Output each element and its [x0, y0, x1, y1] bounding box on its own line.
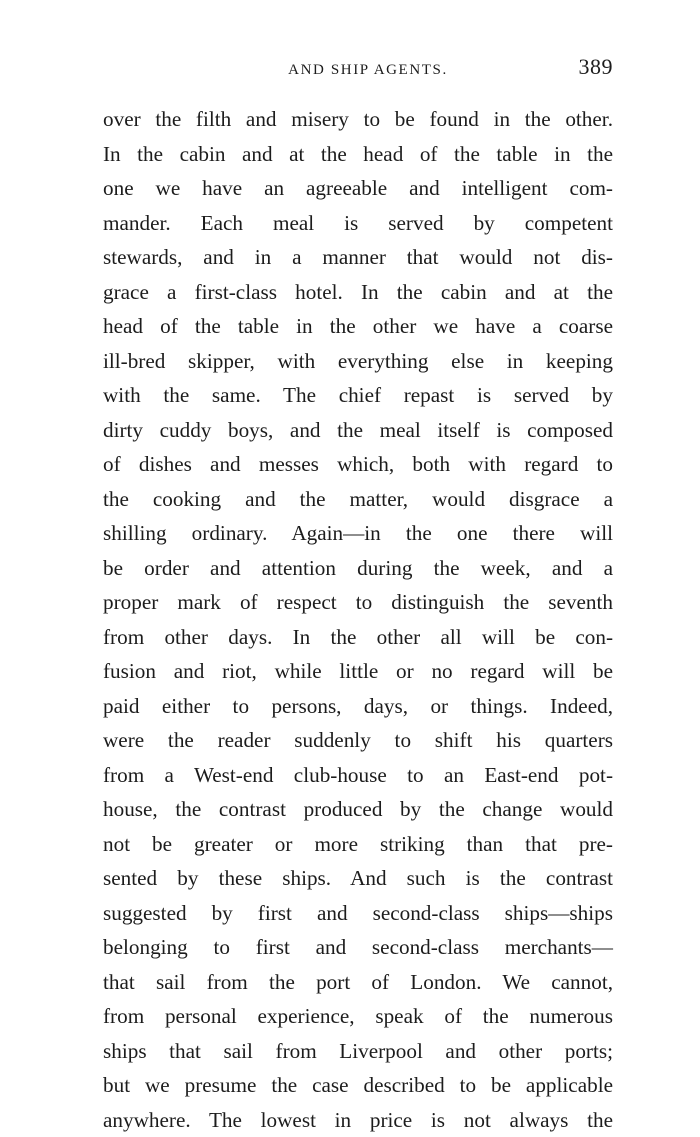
text-line: paid either to persons, days, or things. Indeed, [103, 689, 613, 724]
body-text [103, 102, 613, 1137]
text-line: proper mark of respect to distinguish the seventh [103, 585, 613, 620]
text-line: anywhere. The lowest in price is not always the [103, 1103, 613, 1137]
text-line: fusion and riot, while little or no regard will be [103, 654, 613, 689]
running-head [103, 54, 613, 86]
text-line: from a West-end club-house to an East-end pot- [103, 758, 613, 793]
text-line: shilling ordinary. Again—in the one there will [103, 516, 613, 551]
text-line: that sail from the port of London. We cannot, [103, 965, 613, 1000]
text-line: sented by these ships. And such is the contrast [103, 861, 613, 896]
text-line: stewards, and in a manner that would not dis- [103, 240, 613, 275]
running-title: AND SHIP AGENTS. [103, 62, 613, 79]
text-line: ill-bred skipper, with everything else in keeping [103, 344, 613, 379]
text-line: from personal experience, speak of the numerous [103, 999, 613, 1034]
text-line: of dishes and messes which, both with regard to [103, 447, 613, 482]
text-line: In the cabin and at the head of the table in the [103, 137, 613, 172]
text-line: head of the table in the other we have a coarse [103, 309, 613, 344]
text-line: belonging to first and second-class merchants— [103, 930, 613, 965]
text-line: not be greater or more striking than that pre- [103, 827, 613, 862]
text-line: from other days. In the other all will be con- [103, 620, 613, 655]
text-line: over the filth and misery to be found in the other. [103, 102, 613, 137]
text-line: house, the contrast produced by the change would [103, 792, 613, 827]
text-line: mander. Each meal is served by competent [103, 206, 613, 241]
text-line: ships that sail from Liverpool and other ports; [103, 1034, 613, 1069]
text-line: dirty cuddy boys, and the meal itself is composed [103, 413, 613, 448]
text-line: be order and attention during the week, and a [103, 551, 613, 586]
text-line: but we presume the case described to be applicable [103, 1068, 613, 1103]
text-line: were the reader suddenly to shift his quarters [103, 723, 613, 758]
text-line: the cooking and the matter, would disgrace a [103, 482, 613, 517]
page-number: 389 [579, 54, 614, 80]
text-line: one we have an agreeable and intelligent com- [103, 171, 613, 206]
text-line: suggested by first and second-class ships—ships [103, 896, 613, 931]
text-line: grace a first-class hotel. In the cabin and at the [103, 275, 613, 310]
text-line: with the same. The chief repast is served by [103, 378, 613, 413]
